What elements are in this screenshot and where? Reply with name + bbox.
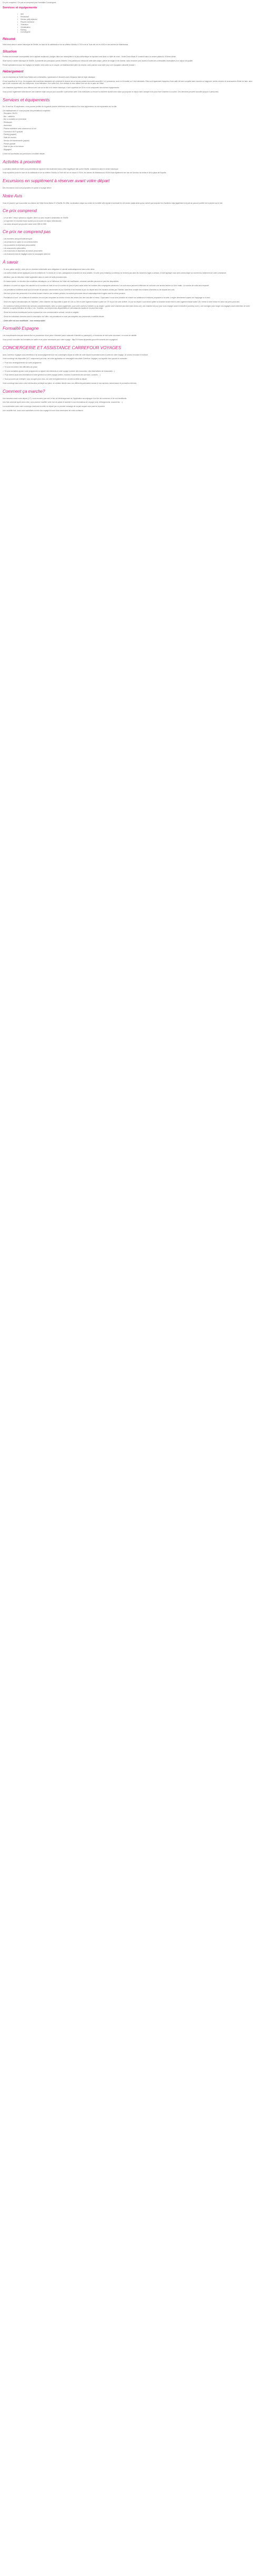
list-item: - Salle de réunion	[3, 137, 16, 139]
list-item: - Les tarifs enfants seront appliqués pour les enfants de 2 à moins de 12 ans, partageant la chambre de deux adultes. Si votre (vos) enfant(s) ou bébé(s) ne rentrent pas dans les tranches d'âges ci-dessus, le tarif appliqué vous sera communiqué au moment du traitement de votre commande.	[3, 272, 227, 275]
conciergerie-p3: Votre concierge sera alors votre interlocuteur privilégié sur place, en relation directe avec nos différents partenaires locaux et nos services commerciaux et production internes.	[3, 382, 137, 384]
list-item: ✓ Si vous rencontrez des difficultés sur place	[3, 365, 38, 368]
savoir-lines	[3, 268, 255, 318]
list-item: - Les taxes aéroport qui peuvent varier entre 30€ et 200€	[3, 223, 47, 225]
services-title: Services et équipements	[3, 6, 37, 9]
marche-p3: La conversation avec votre concierge s'actionne la veille du départ par un premier message de sa part auquel vous pourrez répondre.	[3, 405, 106, 408]
comprend-lines	[3, 217, 255, 225]
resume-title: Résumé	[3, 37, 16, 41]
list-item: - Réception 24h/24	[3, 112, 17, 114]
list-item: • Conciergerie	[17, 31, 255, 34]
marche-title: Comment ça marche?	[3, 389, 45, 394]
description-tabs: Ce prix comprend / Ce prix ne comprend pas Formalités Conciergerie	[3, 2, 56, 4]
situation-title: Situation	[3, 49, 17, 54]
list-item: • Service petit-déjeuner	[17, 18, 255, 21]
activites-p2: Vous rejoindrez juste en face de la cathédrale et de sa célèbre Giralda, la Torre del oro se trouve à 700m, les arènes de Maestranza à 900m mais également non loin de l'Archivo de Indias et de la plaza de España.	[3, 172, 167, 174]
excursions-title: Excursions en supplément à réserver avant votre départ	[3, 179, 110, 184]
hebergement-p1: Les 64 chambres de l'hôtel Dona Maria sont confortables, spacieuses et décorées avec élégance dans le style classique	[3, 76, 95, 78]
list-item: - Les pensions en option si non sélectionnées	[3, 241, 38, 244]
list-item: - Attention, la durée du séjour est calculée sur le nombre de nuits et non le nombre de jours et peut varier selon les horaires des compagnies aériennes. Les vols retour peuvent s'effectuer de nuit avec une arrivée tardive ou tôt le matin. Le nombre de nuits sera respecté.	[3, 284, 209, 287]
list-item: ✓ Si vous souhaitez ajouter votre programme ou ajouter des éléments à votre voyage (comme des excursions, des réservations de restaurants...)	[3, 370, 115, 372]
list-item: - Prestations à bord : les collations et boissons ne sont pas comprises au service à bord des avions lors des vols aller et retour. Cependant il vous sera possible de choisir vos collations et boissons proposées à la carte, à régler directement auprès de l'équipage ou à bord.	[3, 297, 211, 299]
marche-p1: Une semaine avant votre départ (J-7), vous recevrez par mail, le lien de téléchargement de l'application accompagné d'un lien de connexion et de vos identifiants.	[3, 397, 127, 400]
formalite-p2: Vous pouvez consulter les formalités de santé et de police nécessaire pour votre voyage : http//XXXwww.diplomatie.gouv.fr/fr/conseils-aux-voyageurs/	[3, 339, 118, 341]
nepas-title: Ce prix ne comprend pas	[3, 229, 51, 235]
conciergerie-p2: Votre concierge est disponible 24/7, uniquement par chat, via notre application de messagerie sécurisée Carrefour Voyages, sur laquelle vous pouvez le contacter :	[3, 358, 128, 360]
resume-text: Hôtel situé dans le centre historique de Séville, en face de la cathédrale et de sa célèbre Giralda, à 700 m de la Torre del oro et à 900 m des arènes de Maestranza.	[3, 43, 129, 46]
list-item: - Dès lors qu'une des personnes d'un même dossier réserve une certaine pension, les autres personnes seront automatiquement logées sous la même pension.	[3, 292, 126, 295]
list-item: • Parking	[17, 29, 255, 32]
list-item: - Seuls les indications données dans la description de l'offre, nos prestations ne sont pas adaptées aux personnes à mobilité réduite.	[3, 315, 105, 318]
situation-p1: Profitez de la beauté incomparable de la capitale andalouse, plongez dans son atmosphère à la plus authentique et reposez-vous dans un hôtel de choix : l'hôtel Dona Maria 4* construit dans un ancien palais du XIVème siècle.	[3, 56, 176, 58]
comprend-title: Ce prix comprend	[3, 208, 37, 214]
avis-title: Notre Avis	[3, 193, 23, 198]
list-item: - Les transferts aéroport/hôtel/aéroport	[3, 238, 33, 240]
list-item: - Connexion Wi-Fi gratuite	[3, 130, 23, 133]
list-item: • Piscine extérieure	[17, 21, 255, 24]
list-item: - Le logement en chambre base double pour la durée de séjour sélectionnée	[3, 219, 62, 222]
list-item: - Piscine extérieure avec solarium sur le toit	[3, 127, 36, 130]
list-item: ✓ Pour obtenir aussi des informations d'ordre général sur votre voyage (météo, horaires d'ouvertures des services, conseils, ...)	[3, 374, 101, 376]
list-item: • Climatisation	[17, 26, 255, 29]
list-item: - Ascenseur	[3, 124, 12, 127]
list-item: - Bar à cocktails sur la terrasse	[3, 118, 27, 121]
list-item: - Le vol aller / retour spécial ou régulier, direct ou avec escale à destination de Séville.	[3, 217, 69, 219]
list-item: - En nombreux hôtels prévoient des services complémentaires, avec ou sans supplément, pour votre confort à l'arrivée ou au départ : garder votre chambre plus tard (late check-out), une chambre de jour pour vous changer avant le transfert (courtesy room ), une consigne pour ranger vos bagages avant obtention de votre chambre ou après libération de celle-ci, etc. Toutefois, ceci dépend des disponibilités et circonstances locales et ne peut être exigé.	[3, 305, 250, 310]
list-item: - Les excursions et dépenses de nature personnelle	[3, 250, 43, 253]
list-item: - Bar - cafétéria	[3, 115, 15, 118]
list-item: - Seuls les services touristiques fournis reposant sur une communication verbale, seront en anglais	[3, 311, 79, 314]
hebergement-p4: Vous pouvez également sélectionner une chambre triple conçue pour accueillir 3 personnes avec 3 lits individuels ou encore la chambre double avec salon qui propose un séjour avec canapé lit en plus d'une chambre à coucher. Ces dernières peuvent accueillir jusqu'à 4 personnes.	[3, 90, 219, 93]
list-item: • Télévision	[17, 24, 255, 26]
avis-p1: Vous ne pourrez que succomber au charme de l'hôtel Dona Maria 4* à Séville. En effet, sa situation unique au centre de la vieille ville rajoute à la beauté de cet ancien palais ainsi qu'au confort que propose les chambres mais également à la joie de pouvoir profiter de la piscine sur le toit.	[3, 202, 223, 204]
nepas-lines	[3, 238, 255, 256]
situation-p2: Situé dans le centre historique de Séville, à proximité des principaux points d'intérêt, il est parfait pour découvrir cette ville unique, pleine de magie et de charme, sans renoncer pour autant à toutes les commodités nécessaires à un séjour de qualité.	[3, 59, 194, 62]
list-item: - Parking (payant)	[3, 133, 17, 136]
activites-title: Activités à proximité	[3, 159, 41, 164]
list-item: • Wifi	[17, 13, 255, 16]
equipements-p1: Du 15 avril au 30 septembre, vous pourrez profiter de la grande piscine extérieure avec solarium d'où vous apprécierez la vue imprenable sur la ville.	[3, 106, 117, 108]
list-item: - Presse gratuite	[3, 142, 16, 145]
list-item: ✓ Pour tous renseignements sur votre programme	[3, 362, 42, 364]
non-refundable-note: - Cette offre est non modifiable – non remboursable	[3, 319, 45, 322]
services-list	[3, 13, 255, 34]
equipements-p2: Cet établissement 4* vous propose des prestations complètes :	[3, 110, 52, 112]
list-item: - En basse saison, en fonction des conditions climatiques, ou si l'affluence de l'hôtel est insuffisante, certaines activités peuvent ne pas être disponibles.	[3, 280, 119, 282]
marche-p2: Une fois connecté après deux clics, vous pourrez modifier votre mot de passe et accéder à vos informations de voyage (vols, hébergements, documents, ...).	[3, 401, 123, 404]
savoir-title: À savoir	[3, 259, 18, 265]
list-item: - Les prestations hôtelières ainsi que la formule de pension commencent le jour d'arrivée et se termine le jour du départ selon les horaires choisis par l'hôtelier, sans tenir compte des horaires d'arrivées ou de départs des vols.	[3, 288, 175, 291]
list-item: - Les éventuels frais de bagages selon la compagnie aérienne	[3, 253, 50, 256]
activites-p1: La situation idéale de l'hôtel vous permettra de rayonner très facilement dans cette magnifique ville qu'est Séville, notamment dans le centre historique.	[3, 167, 119, 170]
list-item: - Bagagerie	[3, 149, 12, 151]
marche-p4: Une nouvelle fois, nous vous souhaitons un très bon voyage et nous vous remercions de votre confiance.	[3, 409, 84, 412]
list-item: ✓ Nous pouvons par exemple, nous occuper pour vous, de votre enregistrement en vol dès la veille du départ	[3, 378, 87, 381]
list-item: - Salle de jeux et de lecture	[3, 145, 24, 148]
list-item: - Si vous partez seul(e), votre prix en chambre individuelle sera obligatoire et calculé automatiquement dans votre devis.	[3, 268, 95, 270]
list-item: - Service de blanchisserie (payant)	[3, 139, 29, 142]
list-item: • Restaurant	[17, 16, 255, 18]
hebergement-p3: Les chambres supérieures vous offriront une vue sur la ville et le centre historique, d'une superficie de 30 m² et se composent des mêmes équipements.	[3, 87, 119, 89]
conciergerie-p1: Avec Carrefour Voyages vous bénéficiez d'un accompagnement de nos conciergers depuis la veille de votre départ et pendant toute la durée de votre voyage, un service innovant et exclusif.	[3, 353, 148, 356]
list-item: - Les pourboires et dépenses personnelles	[3, 244, 36, 246]
hebergement-p2: D'une superficie de 24 m², les espaces des chambres standards ont conservé le charme de cet ancien palais et peuvent accueillir 1 à 2 personnes, avec un lit double ou 2 lits individuels. Elles sont également équipées d'une salle de bain complète avec douche ou baignoire, sèche-cheveux et accessoires d'hôtel de bain, ainsi que d'une connexion wifi, d'un téléphone, d'une télévision, d'un coffre-fort, d'un minibar et vous offrent une vue sur le patio de l'hôtel.	[3, 80, 252, 85]
situation-p3: Pensé spécialement pour les voyages en famille, entre amis ou en couple, cet établissement plein de charme, avec piscine vous invite pour une escapade culturelle réussie !	[3, 64, 136, 66]
page	[0, 0, 258, 418]
list-item: - Selon les règles internationales de l'hôtellerie, votre chambre est disponible à partir de 14h ou 15h et votre logement laissé à partir de 17h le jour de votre arrivée. Le jour du départ, vous devez quitter la chambre avant midi et votre logement laissé avant 10h, même si votre retour en avion est prévu plus tard.	[3, 300, 240, 303]
equipements-lines	[3, 112, 255, 151]
list-item: - Attention, pas de réduction enfant applicable dans le cadre de tarifs promotionnels.	[3, 276, 67, 279]
formalite-title: Formalité Espagne	[3, 326, 39, 331]
conciergerie-title: CONCIERGERIE ET ASSISTANCE CARREFOUR VOYAGES	[3, 345, 122, 350]
hebergement-title: Hébergement	[3, 70, 24, 74]
list-item: - Restaurant	[3, 121, 13, 124]
formalite-p1: Les ressortissants français doivent être en possession d'une pièce d'identité (carte nationale d'identité ou passeport), à l'exclusion de tout autre document, en cours de validité.	[3, 334, 137, 337]
equipements-title: Services et équipements	[3, 97, 50, 102]
equipements-p3: L'hôtel est accessible aux personnes à mobilité réduite.	[3, 152, 45, 155]
excursions-p1: Des excursions vous sont proposées en option à la page devis !	[3, 186, 52, 189]
list-item: - Les assurances optionnelles	[3, 247, 26, 249]
